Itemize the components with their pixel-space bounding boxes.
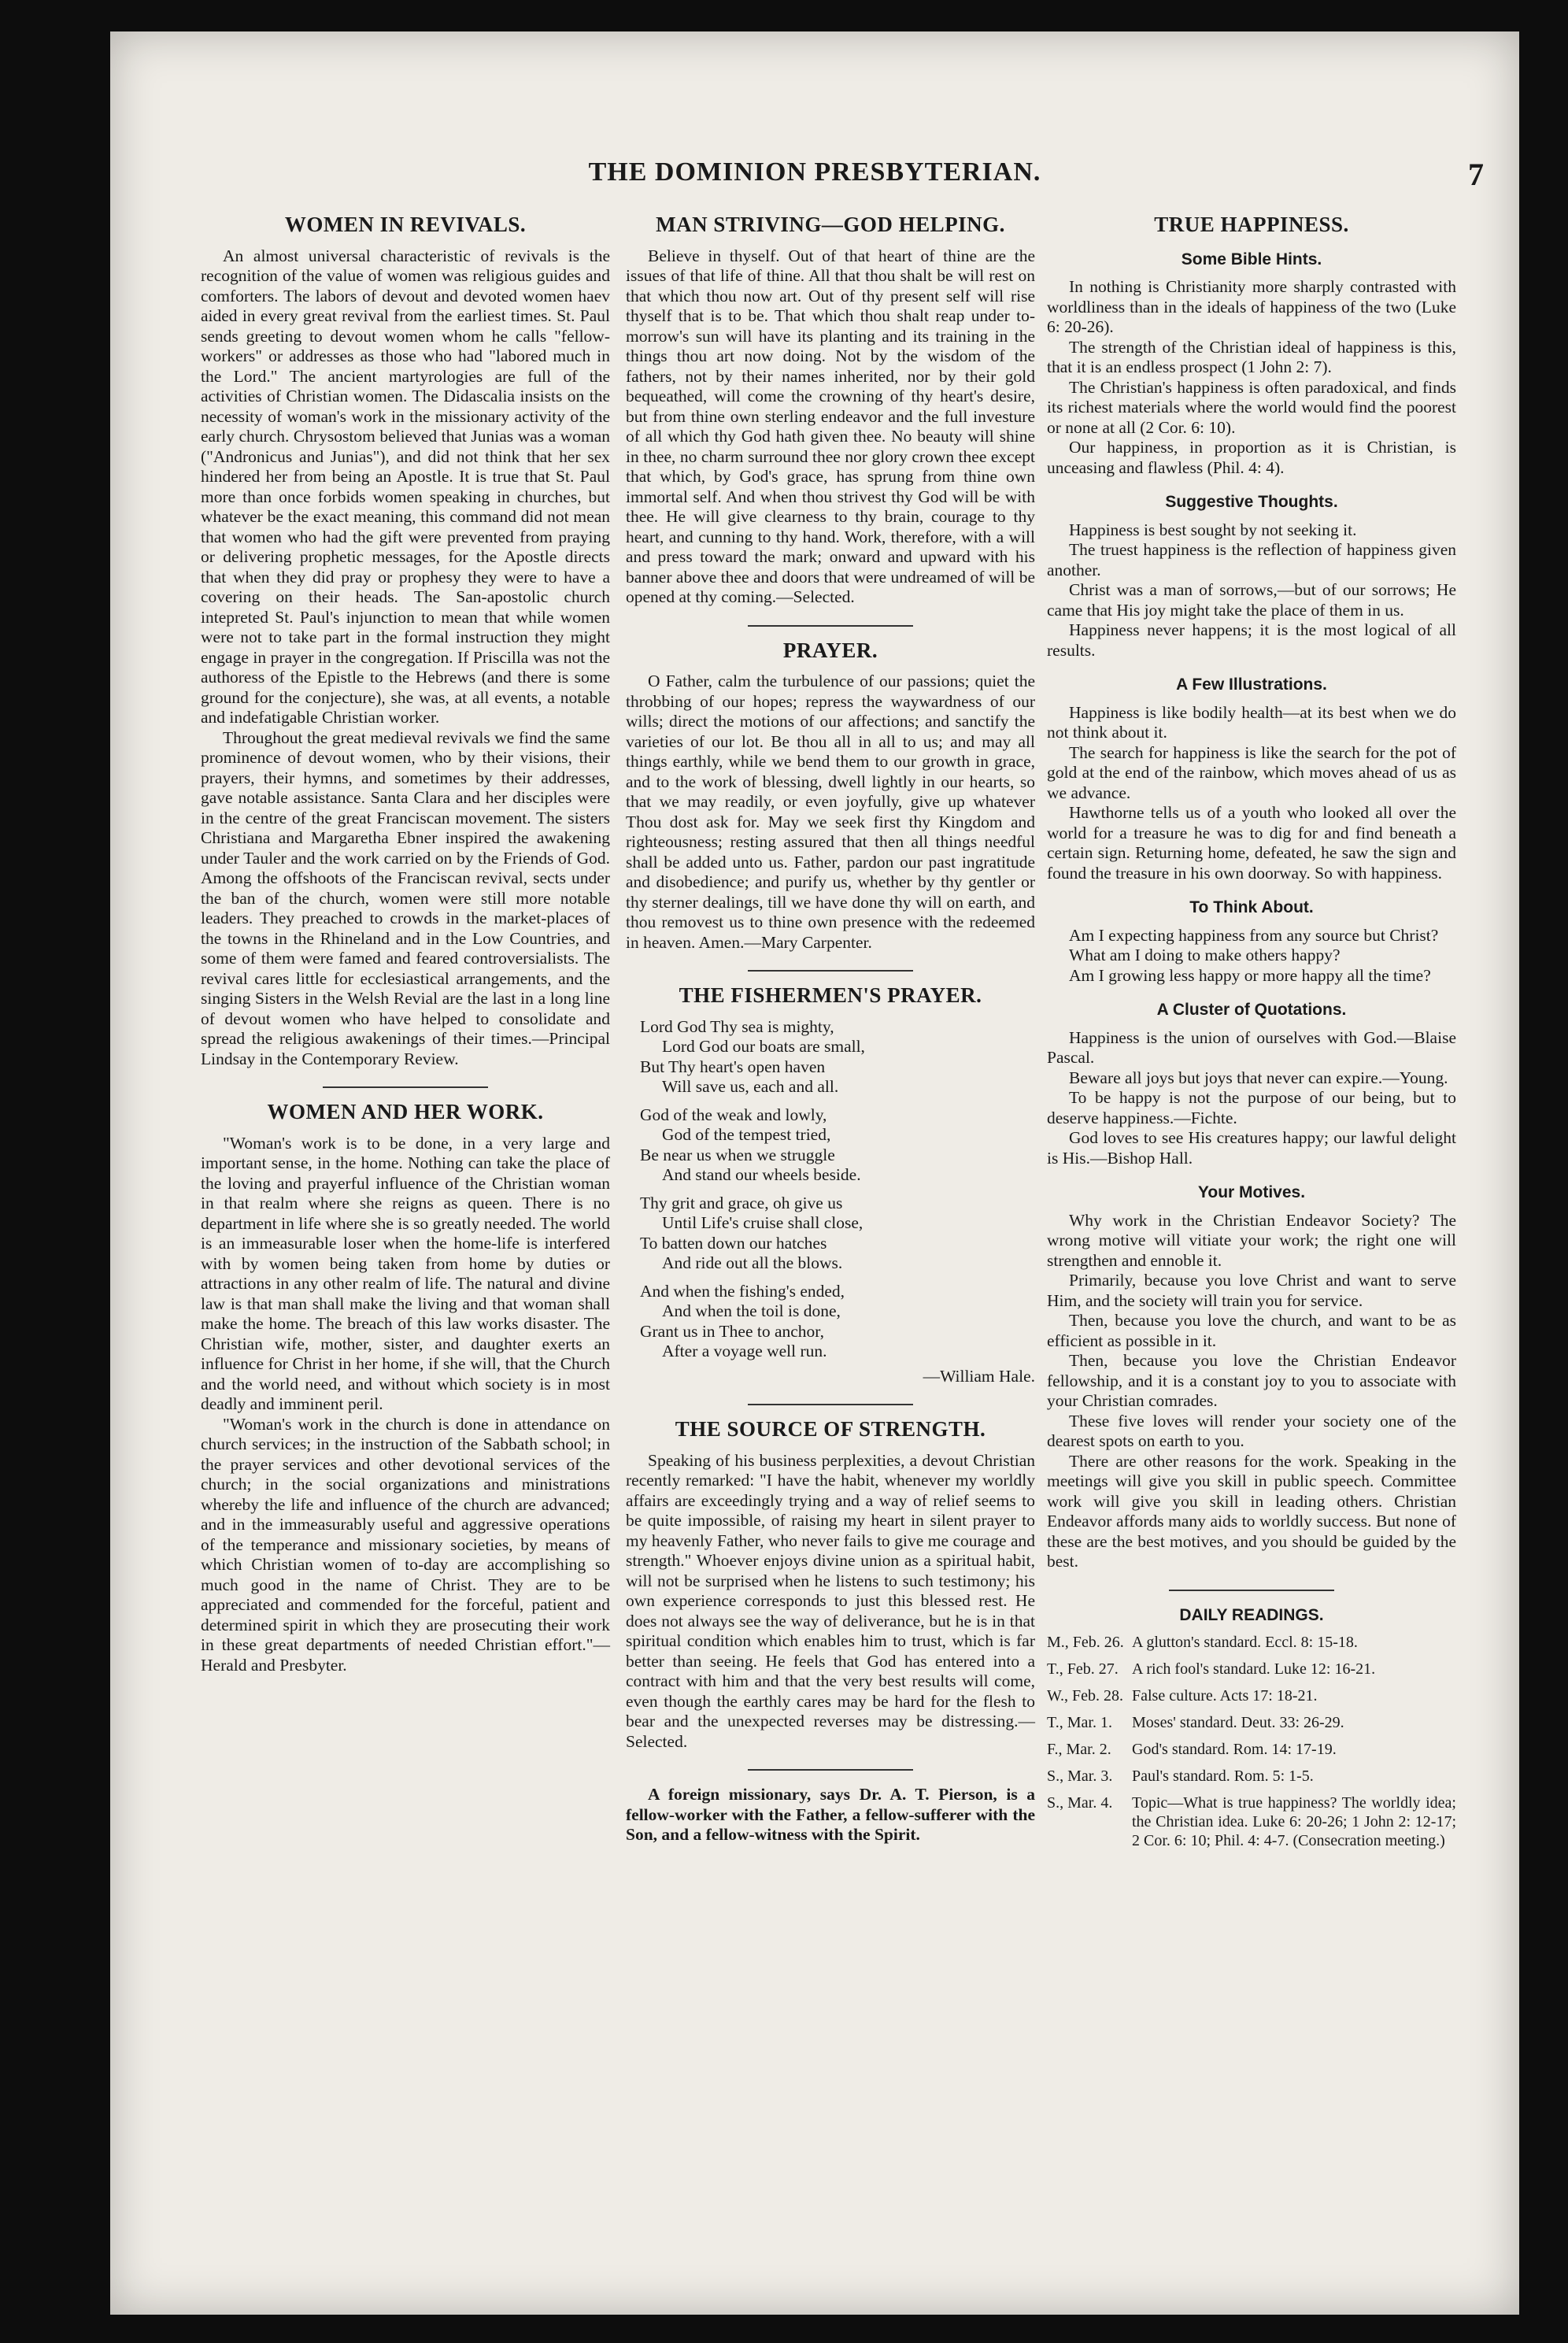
subhead: A Few Illustrations.: [1176, 676, 1327, 694]
reading-date: S., Mar. 3.: [1047, 1767, 1113, 1785]
paragraph: Why work in the Christian Endeavor Society? The wrong motive will vitiate your work; the right one will strengthen and ennoble it.: [1047, 1210, 1456, 1270]
poem-line: Grant us in Thee to anchor,: [640, 1321, 824, 1341]
paragraph: These five loves will render your society one of the dearest spots on earth to you.: [1047, 1411, 1456, 1450]
article-title-source-of-strength: THE SOURCE OF STRENGTH.: [675, 1417, 986, 1441]
reading-date: T., Mar. 1.: [1047, 1714, 1112, 1731]
paragraph: What am I doing to make others happy?: [1069, 946, 1341, 964]
reading-text: Moses' standard. Deut. 33: 26-29.: [1132, 1714, 1344, 1731]
reading-date: W., Feb. 28.: [1047, 1687, 1124, 1705]
article-title-true-happiness: TRUE HAPPINESS.: [1154, 213, 1349, 236]
subhead: Suggestive Thoughts.: [1165, 493, 1338, 511]
column-2: [626, 209, 1035, 1845]
poem-line: After a voyage well run.: [662, 1342, 827, 1360]
divider: [748, 970, 913, 972]
reading-date: M., Feb. 26.: [1047, 1634, 1124, 1651]
paragraph: In nothing is Christianity more sharply contrasted with worldliness than in the ideals of happiness of the two (Luke 6: 20-26).: [1047, 277, 1456, 336]
poem-line: And ride out all the blows.: [662, 1253, 843, 1272]
article-title-women-and-her-work: WOMEN AND HER WORK.: [267, 1100, 544, 1123]
list-item: [1047, 1713, 1456, 1732]
paragraph: Happiness is like bodily health—at its best when we do not think about it.: [1047, 702, 1456, 742]
poem-line: Lord God Thy sea is mighty,: [640, 1016, 834, 1036]
subhead-daily-readings: DAILY READINGS.: [1179, 1605, 1324, 1624]
subhead: A Cluster of Quotations.: [1156, 1001, 1347, 1019]
poem-line: God of the weak and lowly,: [640, 1105, 827, 1124]
paragraph: "Woman's work in the church is done in attendance on church services; in the instruction of the Sabbath school; in the prayer services and other devotional services of the church; in the social organizations and ministrations whereby the life and influence of the church are advanced; and in the immeasurably useful and aggressive operations of the temperance and missionary societies, by means of which Christian women of to-day are accomplishing so much good in the name of Christ. They are to be appreciated and commended for the forceful, patient and determined spirit in which they are prosecuting their work in these great departments of needed Christian effort."—Herald and Presbyter.: [201, 1414, 610, 1675]
poem-line: And when the toil is done,: [662, 1301, 841, 1320]
paragraph: The Christian's happiness is often paradoxical, and finds its richest materials where the world would find the poorest or none at all (2 Cor. 6: 10).: [1047, 377, 1456, 437]
poem-line: Lord God our boats are small,: [662, 1037, 865, 1056]
reading-date: T., Feb. 27.: [1047, 1660, 1119, 1678]
paragraph: The truest happiness is the reflection of happiness given another.: [1047, 540, 1456, 579]
poem-line: Be near us when we struggle: [640, 1145, 835, 1164]
subhead: Some Bible Hints.: [1181, 250, 1322, 268]
paragraph: The strength of the Christian ideal of happiness is this, that it is an endless prospect (1 John 2: 7).: [1047, 337, 1456, 376]
poem-line: But Thy heart's open haven: [640, 1057, 826, 1076]
article-title-fishermens-prayer: THE FISHERMEN'S PRAYER.: [679, 983, 982, 1007]
poem-line: God of the tempest tried,: [662, 1125, 831, 1144]
paragraph: Our happiness, in proportion as it is Christian, is unceasing and flawless (Phil. 4: 4).: [1047, 438, 1456, 477]
list-item: [1047, 1686, 1456, 1705]
reading-date: F., Mar. 2.: [1047, 1741, 1111, 1758]
article-title-man-striving: MAN STRIVING—GOD HELPING.: [656, 213, 1005, 236]
paragraph: "Woman's work is to be done, in a very large and important sense, in the home. Nothing can take the place of the loving and prayerful influence of the Christian woman in that realm where she reigns as queen. There is no department in life where she is so greatly needed. The world is an immeasurable loser when the home-life is interfered with by women being taken from home by duties or attractions in any other realm of life. The natural and divine law is that man shall make the living and that woman shall make the home. The breach of this law works disaster. The Christian wife, mother, sister, and daughter exerts an influence for Christ in her home, if she will, that the Church and the world need, and without which society is in most deadly and imminent peril.: [201, 1133, 610, 1413]
paragraph: The search for happiness is like the search for the pot of gold at the end of the rainbow, which moves ahead of us as we advance.: [1047, 742, 1456, 802]
paragraph: Am I expecting happiness from any source but Christ?: [1069, 925, 1439, 945]
paragraph: Hawthorne tells us of a youth who looked all over the world for a treasure he was to dig for and find beneath a certain sign. Returning home, defeated, he saw the sign and found the treasure in his own doorway. So with happiness.: [1047, 803, 1456, 883]
divider: [748, 625, 913, 627]
column-3: [1047, 209, 1456, 1858]
paragraph: Believe in thyself. Out of that heart of thine are the issues of that life of thine. All that thou shalt be will rest on that which thou now art. Out of thy present self will rise thyself that is to be. That which thou shalt reap under to-morrow's sun will have its planting and its training in the things thou art now doing. Not by the wisdom of the fathers, not by their names inherited, nor by their gold bequeathed, will come the crowning of thy heart's desire, but from thine own sterling endeavor and the full investure of all which thy God hath given thee. No beauty will shine in thee, no charm surround thee nor glory crown thee except that which, by God's grace, has sprung from thine own immortal self. And when thou strivest thy God will be with thee. He will give clearness to thy brain, courage to thy heart, and cunning to thy hand. Work, therefore, with a will and press toward the mark; onward and upward with his banner above thee and doors that were undreamed of will be opened at thy coming.—Selected.: [626, 246, 1035, 606]
paragraph: Primarily, because you love Christ and want to serve Him, and the society will train you for service.: [1047, 1271, 1456, 1310]
article-title-women-in-revivals: WOMEN IN REVIVALS.: [284, 213, 527, 236]
divider: [748, 1769, 913, 1771]
running-head: THE DOMINION PRESBYTERIAN.: [588, 157, 1041, 187]
paragraph: Happiness never happens; it is the most logical of all results.: [1047, 620, 1456, 660]
paragraph: A foreign missionary, says Dr. A. T. Pierson, is a fellow-worker with the Father, a fellow-sufferer with the Son, and a fellow-witness with the Spirit.: [626, 1785, 1035, 1844]
paragraph: Beware all joys but joys that never can expire.—Young.: [1069, 1068, 1448, 1087]
paragraph: To be happy is not the purpose of our being, but to deserve happiness.—Fichte.: [1047, 1088, 1456, 1127]
article-title-prayer: PRAYER.: [782, 638, 878, 662]
paragraph: Then, because you love the church, and want to be as efficient as possible in it.: [1047, 1311, 1456, 1350]
reading-text: A glutton's standard. Eccl. 8: 15-18.: [1132, 1634, 1358, 1651]
poem-line: Until Life's cruise shall close,: [662, 1213, 864, 1232]
list-item: [1047, 1633, 1456, 1652]
poem: [640, 1017, 1035, 1387]
list-item: [1047, 1740, 1456, 1759]
paragraph: O Father, calm the turbulence of our passions; quiet the throbbing of our hopes; repress the waywardness of our wills; direct the motions of our affections; and sanctify the varieties of our lot. Be thou all in all to us; and may all things earthly, while we bend them to our growth in grace, and to the work of blessing, dwell lightly in our hearts, so that we may readily, or even joyfully, give up whatever Thou dost ask for. May we seek first thy Kingdom and righteousness; resting assured that then all things needful shall be added unto us. Father, pardon our past ingratitude and disobedience; and purify us, whether by thy gentler or thy sterner dealings, till we have done thy will on earth, and thou removest us to thine own presence with the redeemed in heaven. Amen.—Mary Carpenter.: [626, 672, 1035, 952]
list-item: [1047, 1793, 1456, 1850]
newspaper-page: [110, 31, 1519, 2315]
reading-text: Topic—What is true happiness? The worldly idea; the Christian idea. Luke 6: 20-26; 1 John 2: 12-17; 2 Cor. 6: 10; Phil. 4: 4-7. (Consecration meeting.): [1132, 1794, 1456, 1849]
paragraph: Christ was a man of sorrows,—but of our sorrows; He came that His joy might take the place of them in us.: [1047, 580, 1456, 620]
poem-line: Will save us, each and all.: [662, 1077, 839, 1096]
subhead: Your Motives.: [1197, 1183, 1306, 1201]
reading-text: Paul's standard. Rom. 5: 1-5.: [1132, 1767, 1314, 1785]
divider: [748, 1404, 913, 1405]
paragraph: There are other reasons for the work. Speaking in the meetings will give you skill in public speech. Committee work will give you skill in leading others. Christian Endeavor affords many aids to worldly success. But none of these are the best motives, and you should be guided by the best.: [1047, 1451, 1456, 1571]
poem-attribution: —William Hale.: [923, 1366, 1035, 1386]
paragraph: Throughout the great medieval revivals we find the same prominence of devout women, who by their visions, their prayers, their hymns, and sometimes by their addresses, gave notable assistance. Santa Clara and her disciples were in the centre of the great Franciscan movement. The sisters Christiana and Margaretha Ebner inspired the awakening under Tauler and the work carried on by the Friends of God. Among the offshoots of the Franciscan revival, sects under the ban of the church, women were still more notable leaders. They preached to crowds in the market-places of the towns in the Rhineland and in the Low Countries, and some of them were famed and feared controversialists. The revival cares little for ecclesiastical arrangements, and the singing Sisters in the Welsh Revial are the last in a long line of devout women who have helped to consolidate and spread the religious awakenings of their times.—Principal Lindsay in the Contemporary Review.: [201, 727, 610, 1068]
divider: [323, 1086, 488, 1088]
column-1: [201, 209, 610, 1675]
paragraph: Happiness is best sought by not seeking it.: [1069, 520, 1357, 539]
paragraph: Then, because you love the Christian Endeavor fellowship, and it is a constant joy to you to associate with your Christian comrades.: [1047, 1351, 1456, 1410]
paragraph: An almost universal characteristic of revivals is the recognition of the value of women was religious guides and comforters. The labors of devout and devoted women haev aided in every great revival from the earliest times. St. Paul sends greeting to devout women whom he calls "fellow-workers" or addresses as those who had "labored much in the Lord." The ancient martyrologies are full of the activities of Christian women. The Didascalia insists on the necessity of woman's work in the missionary activity of the early church. Chrysostom believed that Junias was a woman ("Andronicus and Junias"), and did not think that her sex hindered her from being an Apostle. It is true that St. Paul more than once forbids women speaking in churches, but whatever be the exact meaning, this command did not mean that women who had the gift were prevented from praying or delivering prophetic messages, for the Apostle directs that when they did pray or prophesy they were to have a covering on their heads. The San-apostolic church intepreted St. Paul's injunction to mean that while women were not to take part in the formal instruction they might engage in prayer in the congregation. If Priscilla was not the authoress of the Epistle to the Hebrews (and there is some ground for the conjecture), she was, at all events, a notable and indefatigable Christian worker.: [201, 246, 610, 727]
poem-line: To batten down our hatches: [640, 1233, 827, 1253]
reading-text: God's standard. Rom. 14: 17-19.: [1132, 1741, 1337, 1758]
reading-text: A rich fool's standard. Luke 12: 16-21.: [1132, 1660, 1376, 1678]
paragraph: Am I growing less happy or more happy all the time?: [1069, 965, 1431, 985]
page-number: 7: [1468, 157, 1484, 192]
poem-line: And when the fishing's ended,: [640, 1281, 845, 1301]
paragraph: Speaking of his business perplexities, a devout Christian recently remarked: "I have the habit, whenever my worldly affairs are exceedingly trying and a way of relief seems to be quite impossible, of raising my heart in silent prayer to my heavenly Father, who never fails to give me courage and strength." Whoever enjoys divine union as a spiritual habit, will not be surprised when he listens to such testimony; his own experience corresponds to just this blessed rest. He does not always see the way of deliverance, but he is in that spiritual condition which enables him to trust, which is far better than seeing. He feels that God has entered into a contract with him and that the very best results will come, even though the earthly cares may be hard for the flesh to bear and the unexpected reverses may be distressing.—Selected.: [626, 1450, 1035, 1751]
list-item: [1047, 1660, 1456, 1679]
list-item: [1047, 1767, 1456, 1786]
poem-line: Thy grit and grace, oh give us: [640, 1193, 843, 1212]
paragraph: God loves to see His creatures happy; our lawful delight is His.—Bishop Hall.: [1047, 1128, 1456, 1168]
divider: [1169, 1590, 1334, 1591]
daily-readings-list: [1047, 1633, 1456, 1850]
poem-line: And stand our wheels beside.: [662, 1165, 861, 1184]
reading-date: S., Mar. 4.: [1047, 1794, 1113, 1812]
reading-text: False culture. Acts 17: 18-21.: [1132, 1687, 1318, 1705]
paragraph: Happiness is the union of ourselves with God.—Blaise Pascal.: [1047, 1027, 1456, 1067]
subhead: To Think About.: [1189, 898, 1314, 916]
